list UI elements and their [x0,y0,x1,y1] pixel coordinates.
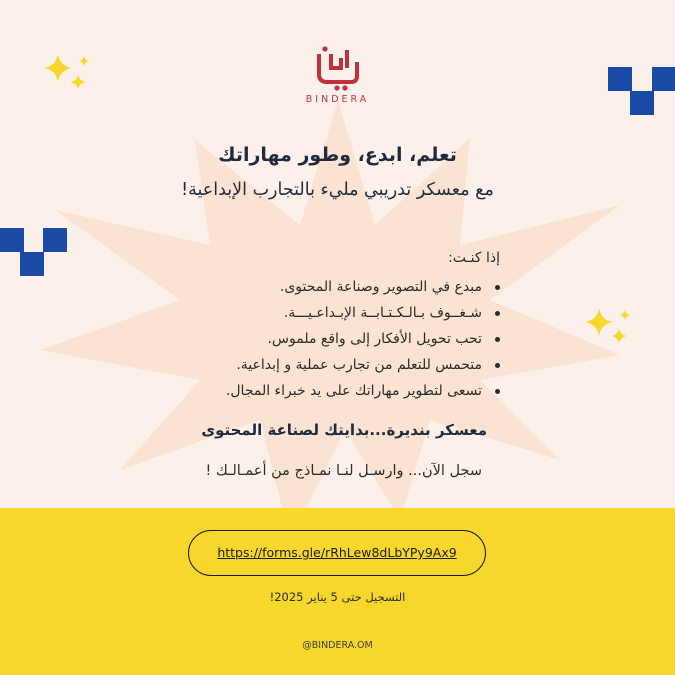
list-item: شـغــوف بـالـكـتـابــة الإبـداعـيـــة. [226,300,490,326]
deco-square [43,228,67,252]
deco-square [608,67,632,91]
qualities-list [226,274,490,404]
call-to-action: سجل الآن... وارسـل لنـا نمـاذج من أعمـالـك ! [205,463,482,479]
deco-square [630,91,654,115]
deco-square [652,67,675,91]
sparkle-icon [583,306,635,350]
tagline: معسكر بنديرة...بدايتك لصناعة المحتوى [201,421,487,439]
social-handle: @BINDERA.OM [302,640,373,651]
registration-deadline: التسجيل حتى 5 يناير 2025! [269,590,406,604]
brand-logo [290,46,385,105]
headline: تعلم، ابدع، وطور مهاراتك [218,144,457,166]
registration-link[interactable]: https://forms.gle/rRhLew8dLbYPy9Ax9 [188,530,486,576]
list-item: تحب تحويل الأفكار إلى واقع ملموس. [226,326,490,352]
list-item: مبدع في التصوير وصناعة المحتوى. [226,274,490,300]
intro-text: إذا كنـت: [448,250,500,266]
sparkle-icon [42,52,94,96]
deco-square [0,228,24,252]
list-item: تسعى لتطوير مهاراتك على يد خبراء المجال. [226,378,490,404]
subheadline: مع معسكر تدريبي مليء بالتجارب الإبداعية! [181,180,494,200]
brand-wordmark: BINDERA [305,94,370,105]
deco-square [20,252,44,276]
bindera-logo-mark [313,46,363,92]
list-item: متحمس للتعلم من تجارب عملية و إبداعية. [226,352,490,378]
